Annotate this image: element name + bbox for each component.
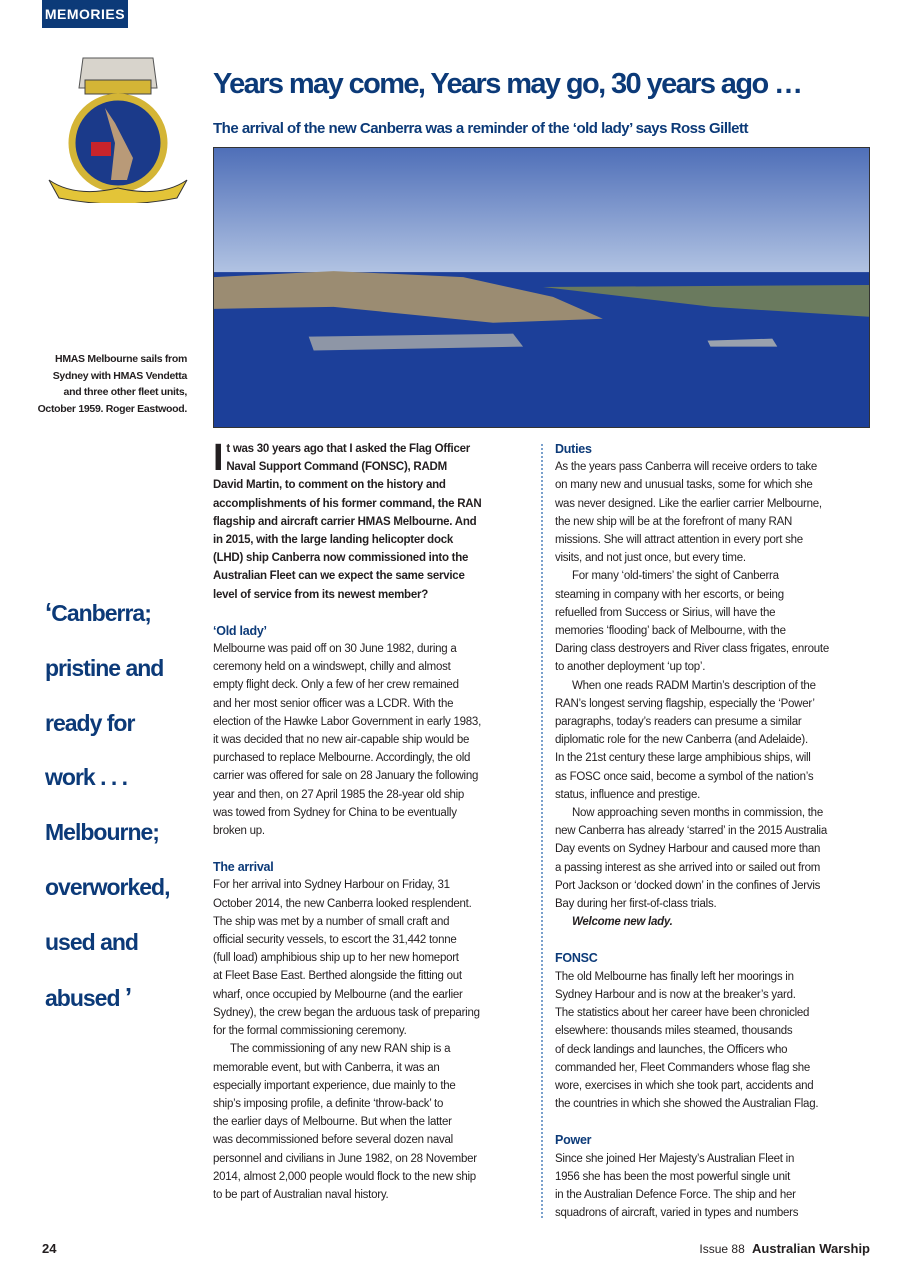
paragraph: The commissioning of any new RAN ship is a memorable event, but with Canberra, it was an especially important experience, due mainly to the ship’s imposing profile, a definite ‘throw-back’ to the earlier days of Melbourne. But when the latter was decommissioned before several dozen naval personnel and civilians in June 1982, on 28 November 2014, almost 2,000 people would flock to the new ship to be part of Australian naval history. bbox=[213, 1043, 477, 1201]
magazine-name: Australian Warship bbox=[752, 1241, 870, 1256]
paragraph: Since she joined Her Majesty’s Australian Fleet in 1956 she has been the most powerful single unit in the Australian Defence Force. The ship and her squadrons of aircraft, varied in types and numbers bbox=[555, 1152, 799, 1220]
paragraph: For her arrival into Sydney Harbour on Friday, 31 October 2014, the new Canberra looked resplendent. The ship was met by a number of small craft and official security vessels, to escort the 31,442 tonne (full load) amphibious ship up to her new homeport at Fleet Base East. Berthed alongside the fitting out wharf, once occupied by Melbourne (and the earlier Sydney), the crew began the arduous task of preparing for the formal commissioning ceremony. bbox=[213, 879, 480, 1038]
article-subtitle: The arrival of the new Canberra was a reminder of the ‘old lady’ says Ross Gillett bbox=[213, 120, 749, 137]
paragraph: For many ‘old-timers’ the sight of Canberra steaming in company with her escorts, or being refuelled from Success or Sirius, will have the memories ‘flooding’ back of Melbourne, with the Daring class destroyers and River class frigates, enroute to another deployment ‘up top’. bbox=[555, 570, 830, 674]
close-quote-mark: ’ bbox=[124, 981, 132, 1012]
paragraph: The old Melbourne has finally left her moorings in Sydney Harbour and is now at the breaker’s yard. The statistics about her career have been chronicled elsewhere: thousands miles steamed, thousands of deck landings and launches, the Officers who commanded her, Fleet Commanders whose flag she wore, exercises in which she took part, accidents and the countries in which she showed the Australian Flag. bbox=[555, 970, 819, 1111]
photo-caption: HMAS Melbourne sails from Sydney with HMAS Vendetta and three other fleet units, October 1959. Roger Eastwood. bbox=[37, 353, 187, 415]
issue-number: Issue 88 bbox=[699, 1242, 745, 1256]
open-quote-mark: ‘ bbox=[45, 597, 52, 627]
paragraph: Now approaching seven months in commission, the new Canberra has already ‘starred’ in the 2015 Australia Day events on Sydney Harbour and caused more than a passing interest as she arrived into or sailed out from Port Jackson or ‘docked down’ in the confines of Jervis Bay during her first-of-class trials. bbox=[555, 807, 827, 911]
pull-quote bbox=[45, 585, 195, 1025]
intro-paragraph bbox=[213, 437, 528, 604]
heading-power: Power bbox=[555, 1133, 592, 1148]
heading-duties: Duties bbox=[555, 442, 592, 456]
article-title: Years may come, Years may go, 30 years ago … bbox=[213, 68, 802, 100]
drop-cap: I bbox=[213, 437, 224, 479]
heading-the-arrival: The arrival bbox=[213, 860, 274, 875]
heading-old-lady: ‘Old lady’ bbox=[213, 623, 267, 638]
paragraph: As the years pass Canberra will receive orders to take on many new and unusual tasks, some for which she was never designed. Like the earlier carrier Melbourne, the new ship will be at the forefront of many RAN missions. She will attract attention in every port she visits, and not just once, but every time. bbox=[555, 461, 822, 565]
section-tag: MEMORIES bbox=[42, 0, 128, 28]
page-number: 24 bbox=[42, 1241, 57, 1256]
paragraph: When one reads RADM Martin’s description of the RAN’s longest serving flagship, especially the ‘Power’ paragraphs, today’s readers can presume a similar diplomatic role for the new Canberra (and Adelaide). In the 21st century these large amphibious ships, will as FOSC once said, become a symbol of the nation’s status, influence and prestige. bbox=[555, 679, 816, 801]
footer-issue bbox=[699, 1241, 870, 1256]
paragraph: Melbourne was paid off on 30 June 1982, during a ceremony held on a windswept, chilly and almost empty flight deck. Only a few of her crew remained and her most senior officer was a LCDR. With the election of the Hawke Labor Government in early 1983, it was decided that no new air-capable ship would be purchased to replace Melbourne. Accordingly, the old carrier was offered for sale on 28 January the following year and then, on 27 April 1985 the 28-year old ship was towed from Sydney for China to be eventually broken up. bbox=[213, 643, 482, 838]
pull-quote-text: Canberra; pristine and ready for work . . . Melbourne; overworked, used and abused bbox=[45, 600, 170, 1011]
column-divider bbox=[541, 444, 543, 1218]
heading-fonsc: FONSC bbox=[555, 951, 598, 966]
article-column-2 bbox=[555, 440, 870, 1222]
melbourne-crest-logo bbox=[45, 48, 191, 203]
closing-line: Welcome new lady. bbox=[572, 916, 673, 929]
harbour-photo bbox=[213, 147, 870, 428]
intro-text: t was 30 years ago that I asked the Flag Officer Naval Support Command (FONSC), RADM David Martin, to comment on the history and accomplishments of his former command, the RAN flagship and aircraft carrier HMAS Melbourne. And in 2015, with the large landing helicopter dock (LHD) ship Canberra now commissioned into the Australian Fleet can we expect the same service level of service from its newest member? bbox=[213, 443, 482, 601]
article-column-1 bbox=[213, 437, 528, 1204]
